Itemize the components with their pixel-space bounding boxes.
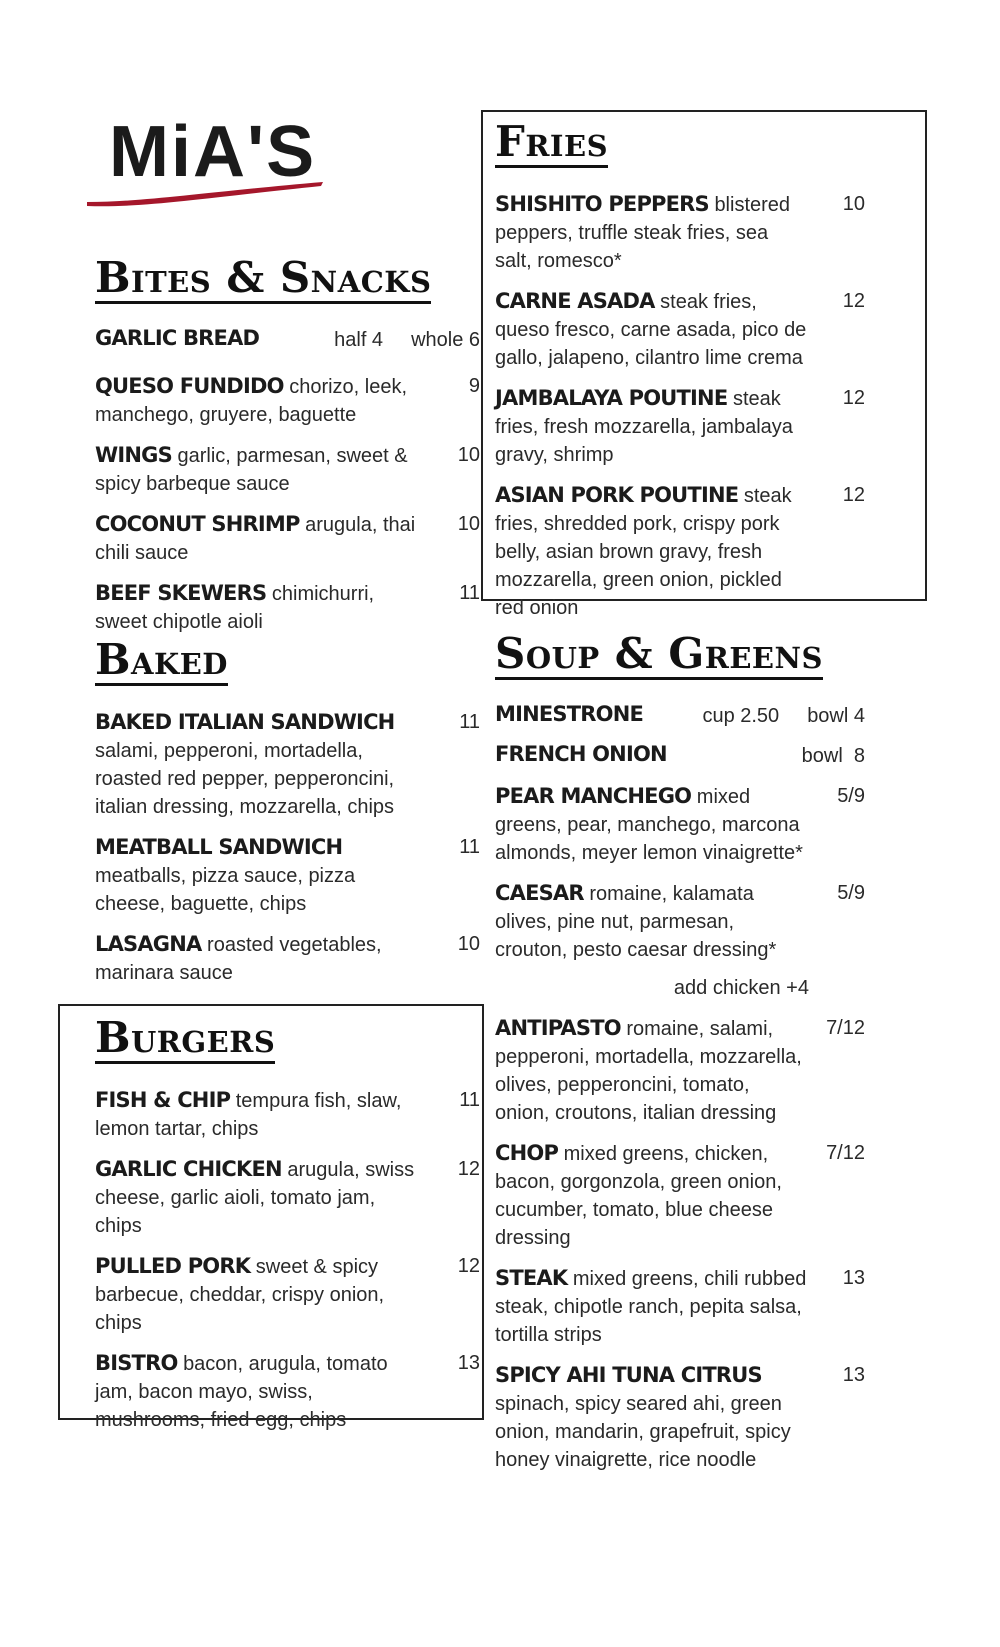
item-name: QUESO FUNDIDO [95,374,284,398]
menu-item [495,1264,865,1349]
item-body [95,441,424,498]
price-bowl: bowl 4 [807,705,865,727]
item-price: 10 [842,193,865,215]
item-price: 11 [459,836,480,858]
item-description: arugula, swiss cheese, garlic aioli, tomato jam, chips [95,1159,415,1237]
logo-swoosh-icon [85,172,325,212]
menu-item [95,930,480,987]
item-name: GARLIC BREAD [95,326,260,350]
menu-item [95,326,480,360]
item-price: 7/12 [826,1017,865,1039]
item-name: FISH & CHIP [95,1088,231,1112]
menu-item [95,579,480,636]
item-name: CAESAR [495,881,584,905]
item-price: 11 [459,1089,480,1111]
item-price: 10 [457,444,480,466]
item-name: COCONUT SHRIMP [95,512,300,536]
section-title-burgers: Burgers [95,1013,276,1062]
item-body [495,287,809,372]
item-name: MEATBALL SANDWICH [95,835,343,859]
menu-item [95,1086,480,1143]
addon-note: add chicken +4 [673,977,809,999]
menu-item [495,879,865,964]
menu-item [495,1139,865,1252]
item-name: ASIAN PORK POUTINE [495,483,739,507]
item-description: romaine, kalamata olives, pine nut, parmesan, crouton, pesto caesar dressing* [495,883,777,961]
item-description: tempura fish, slaw, lemon tartar, chips [95,1090,402,1140]
item-description: garlic, parmesan, sweet & spicy barbeque sauce [95,445,408,495]
item-body [95,708,424,821]
item-name: SHISHITO PEPPERS [495,192,709,216]
item-name: SPICY AHI TUNA CITRUS [495,1363,762,1387]
item-price: 9 [468,375,480,397]
menu-item [495,702,865,730]
item-description: steak fries, fresh mozzarella, jambalaya gravy, shrimp [495,388,793,466]
menu-item [495,384,865,469]
item-price: 13 [842,1364,865,1386]
item-description: romaine, salami, pepperoni, mortadella, mozzarella, olives, pepperoncini, tomato, onion, croutons, italian dressing [495,1018,802,1124]
menu-item [95,372,480,429]
item-price: 12 [842,290,865,312]
item-price: 12 [842,387,865,409]
item-price [306,326,480,354]
menu-item [95,833,480,918]
item-body [495,1361,809,1474]
item-body [495,1014,809,1127]
item-name: PEAR MANCHEGO [495,784,692,808]
logo-wordmark: MiA'S [109,112,317,192]
menu-item [95,510,480,567]
item-description: salami, pepperoni, mortadella, roasted red pepper, pepperoncini, italian dressing, mozzarella, chips [95,740,395,818]
item-name: BISTRO [95,1351,178,1375]
item-name: BEEF SKEWERS [95,581,267,605]
item-name: GARLIC CHICKEN [95,1157,282,1181]
item-name: BAKED ITALIAN SANDWICH [95,710,395,734]
price-whole: whole 6 [411,329,480,351]
item-description: sweet & spicy barbecue, cheddar, crispy onion, chips [95,1256,385,1334]
menu-item [495,287,865,372]
item-price: 7/12 [826,1142,865,1164]
section-title-baked: Baked [95,635,228,684]
item-body [95,833,424,918]
item-body [495,384,809,469]
menu-item [495,1014,865,1127]
item-description: roasted vegetables, marinara sauce [95,934,382,984]
section-burgers [95,1013,480,1446]
item-body [495,481,809,622]
item-name: ANTIPASTO [495,1016,621,1040]
section-title-bites: Bites & Snacks [95,253,432,302]
item-price: 11 [459,582,480,604]
section-title-soup: Soup & Greens [495,629,823,678]
section-fries [495,117,865,634]
item-body [95,372,424,429]
item-description: bacon, arugula, tomato jam, bacon mayo, swiss, mushrooms, fried egg, chips [95,1353,388,1431]
item-description: blistered peppers, truffle steak fries, sea salt, romesco* [495,194,791,272]
item-name: JAMBALAYA POUTINE [495,386,728,410]
item-price: 13 [457,1352,480,1374]
item-body [95,1349,424,1434]
item-price: 13 [842,1267,865,1289]
item-body [95,930,424,987]
price-bowl: bowl 8 [801,745,865,767]
item-description: steak fries, queso fresco, carne asada, pico de gallo, jalapeno, cilantro lime crema [495,291,807,369]
item-body [495,1139,809,1252]
menu-item [95,1155,480,1240]
item-description: meatballs, pizza sauce, pizza cheese, baguette, chips [95,865,356,915]
item-description: chimichurri, sweet chipotle aioli [95,583,375,633]
menu-item [95,1349,480,1434]
item-description: steak fries, shredded pork, crispy pork belly, asian brown gravy, fresh mozzarella, green onion, pickled red onion [495,485,792,619]
menu-item [495,190,865,275]
item-name: WINGS [95,443,172,467]
section-title-fries: Fries [495,117,609,166]
item-price: 12 [457,1158,480,1180]
item-body [495,879,809,964]
menu-item [95,1252,480,1337]
section-soup [495,629,865,1486]
item-body [95,1086,424,1143]
item-body [95,1155,424,1240]
item-name: CHOP [495,1141,559,1165]
item-description: mixed greens, chili rubbed steak, chipotle ranch, pepita salsa, tortilla strips [495,1268,807,1346]
item-price: 5/9 [837,882,865,904]
item-name: CARNE ASADA [495,289,655,313]
item-description: mixed greens, pear, manchego, marcona almonds, meyer lemon vinaigrette* [495,786,803,864]
menu-item [495,742,865,770]
item-price [774,742,865,770]
price-cup: cup 2.50 [702,705,780,727]
menu-item [95,708,480,821]
item-description: spinach, spicy seared ahi, green onion, mandarin, grapefruit, spicy honey vinaigrette, rice noodle [495,1393,791,1471]
item-body [95,579,424,636]
item-price: 5/9 [837,785,865,807]
item-body [95,1252,424,1337]
item-price: 10 [457,933,480,955]
item-price: 10 [457,513,480,535]
item-name: LASAGNA [95,932,202,956]
menu-item [95,441,480,498]
section-baked [95,635,480,999]
menu-item [495,782,865,867]
item-name: MINESTRONE [495,702,644,726]
item-body [495,782,809,867]
mias-logo [85,112,325,212]
item-name: STEAK [495,1266,568,1290]
item-description: mixed greens, chicken, bacon, gorgonzola, green onion, cucumber, tomato, blue cheese dressing [495,1143,782,1249]
item-price [674,702,865,730]
item-name: PULLED PORK [95,1254,251,1278]
item-body [495,190,809,275]
item-description: arugula, thai chili sauce [95,514,416,564]
item-price: 11 [459,711,480,733]
menu-item [495,481,865,622]
item-price: 12 [842,484,865,506]
item-name: FRENCH ONION [495,742,667,766]
item-body [95,510,424,567]
item-body [495,1264,809,1349]
item-price: 12 [457,1255,480,1277]
menu-item [495,1361,865,1474]
item-description: chorizo, leek, manchego, gruyere, baguette [95,376,408,426]
price-half: half 4 [334,329,384,351]
section-bites [95,253,480,648]
